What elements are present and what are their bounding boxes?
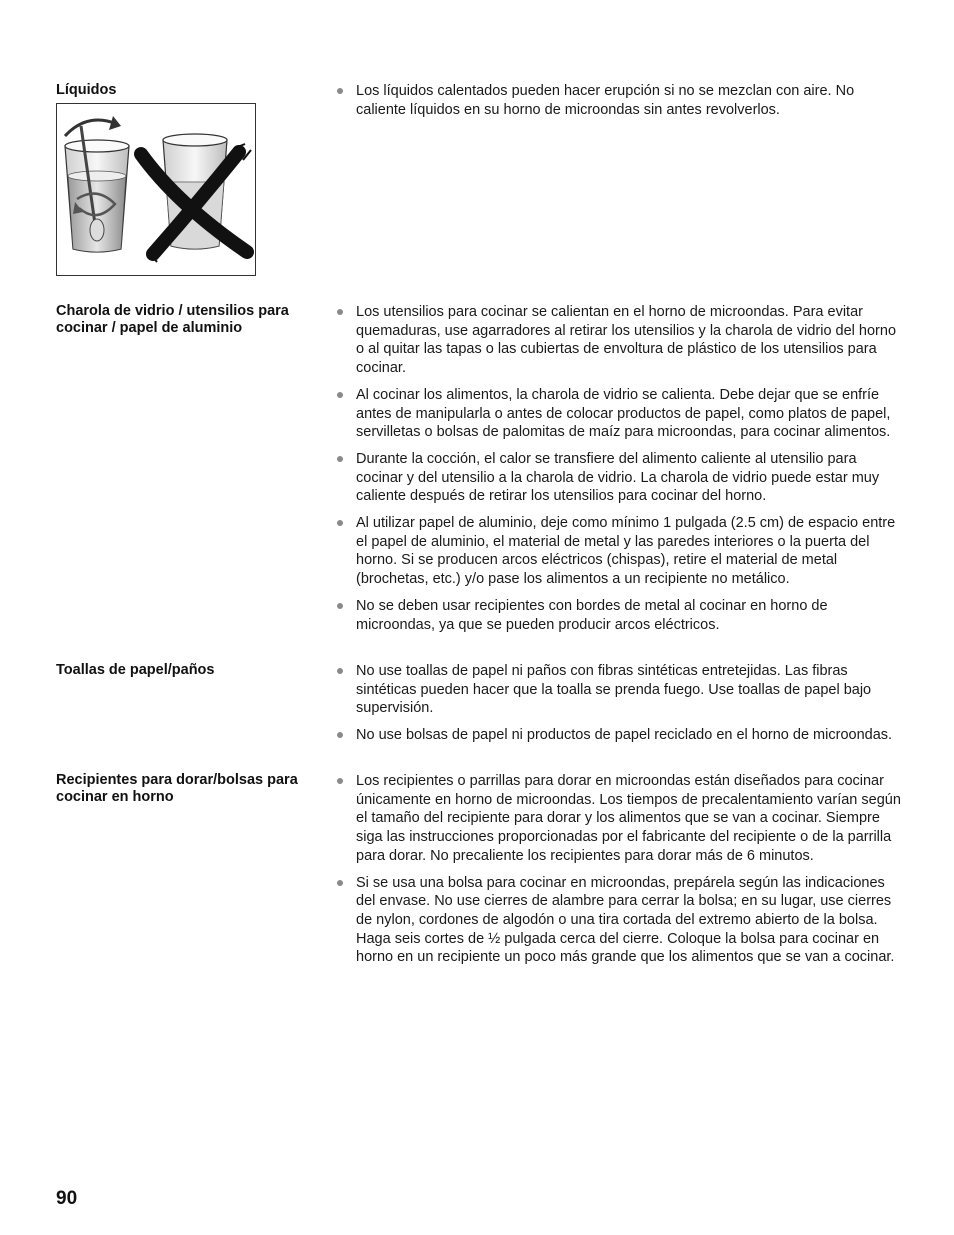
bullet-item: Los líquidos calentados pueden hacer erupción si no se mezclan con aire. No caliente líquidos en su horno de microondas sin antes revolverlos. (336, 82, 902, 119)
bullet-dot-icon (337, 520, 343, 526)
section-heading: Toallas de papel/paños (56, 662, 215, 678)
bullet-dot-icon (337, 732, 343, 738)
bullet-dot-icon (337, 603, 343, 609)
stir-liquid-diagram-icon (57, 104, 255, 275)
bullet-item: Durante la cocción, el calor se transfiere del alimento caliente al utensilio para cocinar y del utensilio a la charola de vidrio. La charola de vidrio puede estar muy caliente después de retirar los utensilios para cocinar del horno. (336, 450, 902, 506)
bullet-item: Al utilizar papel de aluminio, deje como mínimo 1 pulgada (2.5 cm) de espacio entre el papel de aluminio, el material de metal y las paredes interiores o la puerta del horno. Si se producen arcos eléctricos (chispas), retire el material de metal (brochetas, etc.) y/o pase los alimentos a un recipiente no metálico. (336, 514, 902, 589)
bullet-dot-icon (337, 778, 343, 784)
bullet-list (336, 772, 902, 975)
section-heading: Líquidos (56, 82, 117, 98)
bullet-item: No use bolsas de papel ni productos de papel reciclado en el horno de microondas. (336, 726, 902, 745)
section-heading: Charola de vidrio / utensilios para cocinar / papel de aluminio (56, 303, 289, 336)
bullet-list (336, 662, 902, 753)
bullet-dot-icon (337, 668, 343, 674)
bullet-dot-icon (337, 392, 343, 398)
bullet-list (336, 303, 902, 642)
section-heading: Recipientes para dorar/bolsas para cocinar en horno (56, 772, 298, 805)
page-number: 90 (56, 1188, 78, 1209)
bullet-item: Al cocinar los alimentos, la charola de vidrio se calienta. Debe dejar que se enfríe antes de manipularla o antes de colocar productos de papel, como platos de papel, servilletas o bolsas de palomitas de maíz para microondas, para cocinar alimentos. (336, 386, 902, 442)
bullet-item: No use toallas de papel ni paños con fibras sintéticas entretejidas. Las fibras sintéticas pueden hacer que la toalla se prenda fuego. Use toallas de papel bajo supervisión. (336, 662, 902, 718)
bullet-item: No se deben usar recipientes con bordes de metal al cocinar en horno de microondas, ya que se pueden producir arcos eléctricos. (336, 597, 902, 634)
bullet-list (336, 82, 902, 127)
liquids-illustration (56, 103, 256, 276)
bullet-dot-icon (337, 309, 343, 315)
bullet-dot-icon (337, 880, 343, 886)
bullet-dot-icon (337, 456, 343, 462)
bullet-item: Si se usa una bolsa para cocinar en microondas, prepárela según las indicaciones del envase. No use cierres de alambre para cerrar la bolsa; en su lugar, use cierres de nylon, cordones de algodón o una tira cortada del extremo abierto de la bolsa. Haga seis cortes de ½ pulgada cerca del cierre. Coloque la bolsa para cocinar en horno en un recipiente un poco más grande que los alimentos que se van a cocinar. (336, 874, 902, 968)
bullet-dot-icon (337, 88, 343, 94)
bullet-item: Los utensilios para cocinar se calientan en el horno de microondas. Para evitar quemaduras, use agarradores al retirar los utensilios y la charola de vidrio del horno o al quitar las tapas o las cubiertas de envoltura de plástico de los utensilios para cocinar. (336, 303, 902, 378)
bullet-item: Los recipientes o parrillas para dorar en microondas están diseñados para cocinar únicamente en horno de microondas. Los tiempos de precalentamiento varían según el tamaño del recipiente para dorar y los alimentos que se van a cocinar. Siempre siga las instrucciones proporcionadas por el fabricante del recipiente o de la parrilla para dorar. No precaliente los recipientes para dorar más de 6 minutos. (336, 772, 902, 866)
